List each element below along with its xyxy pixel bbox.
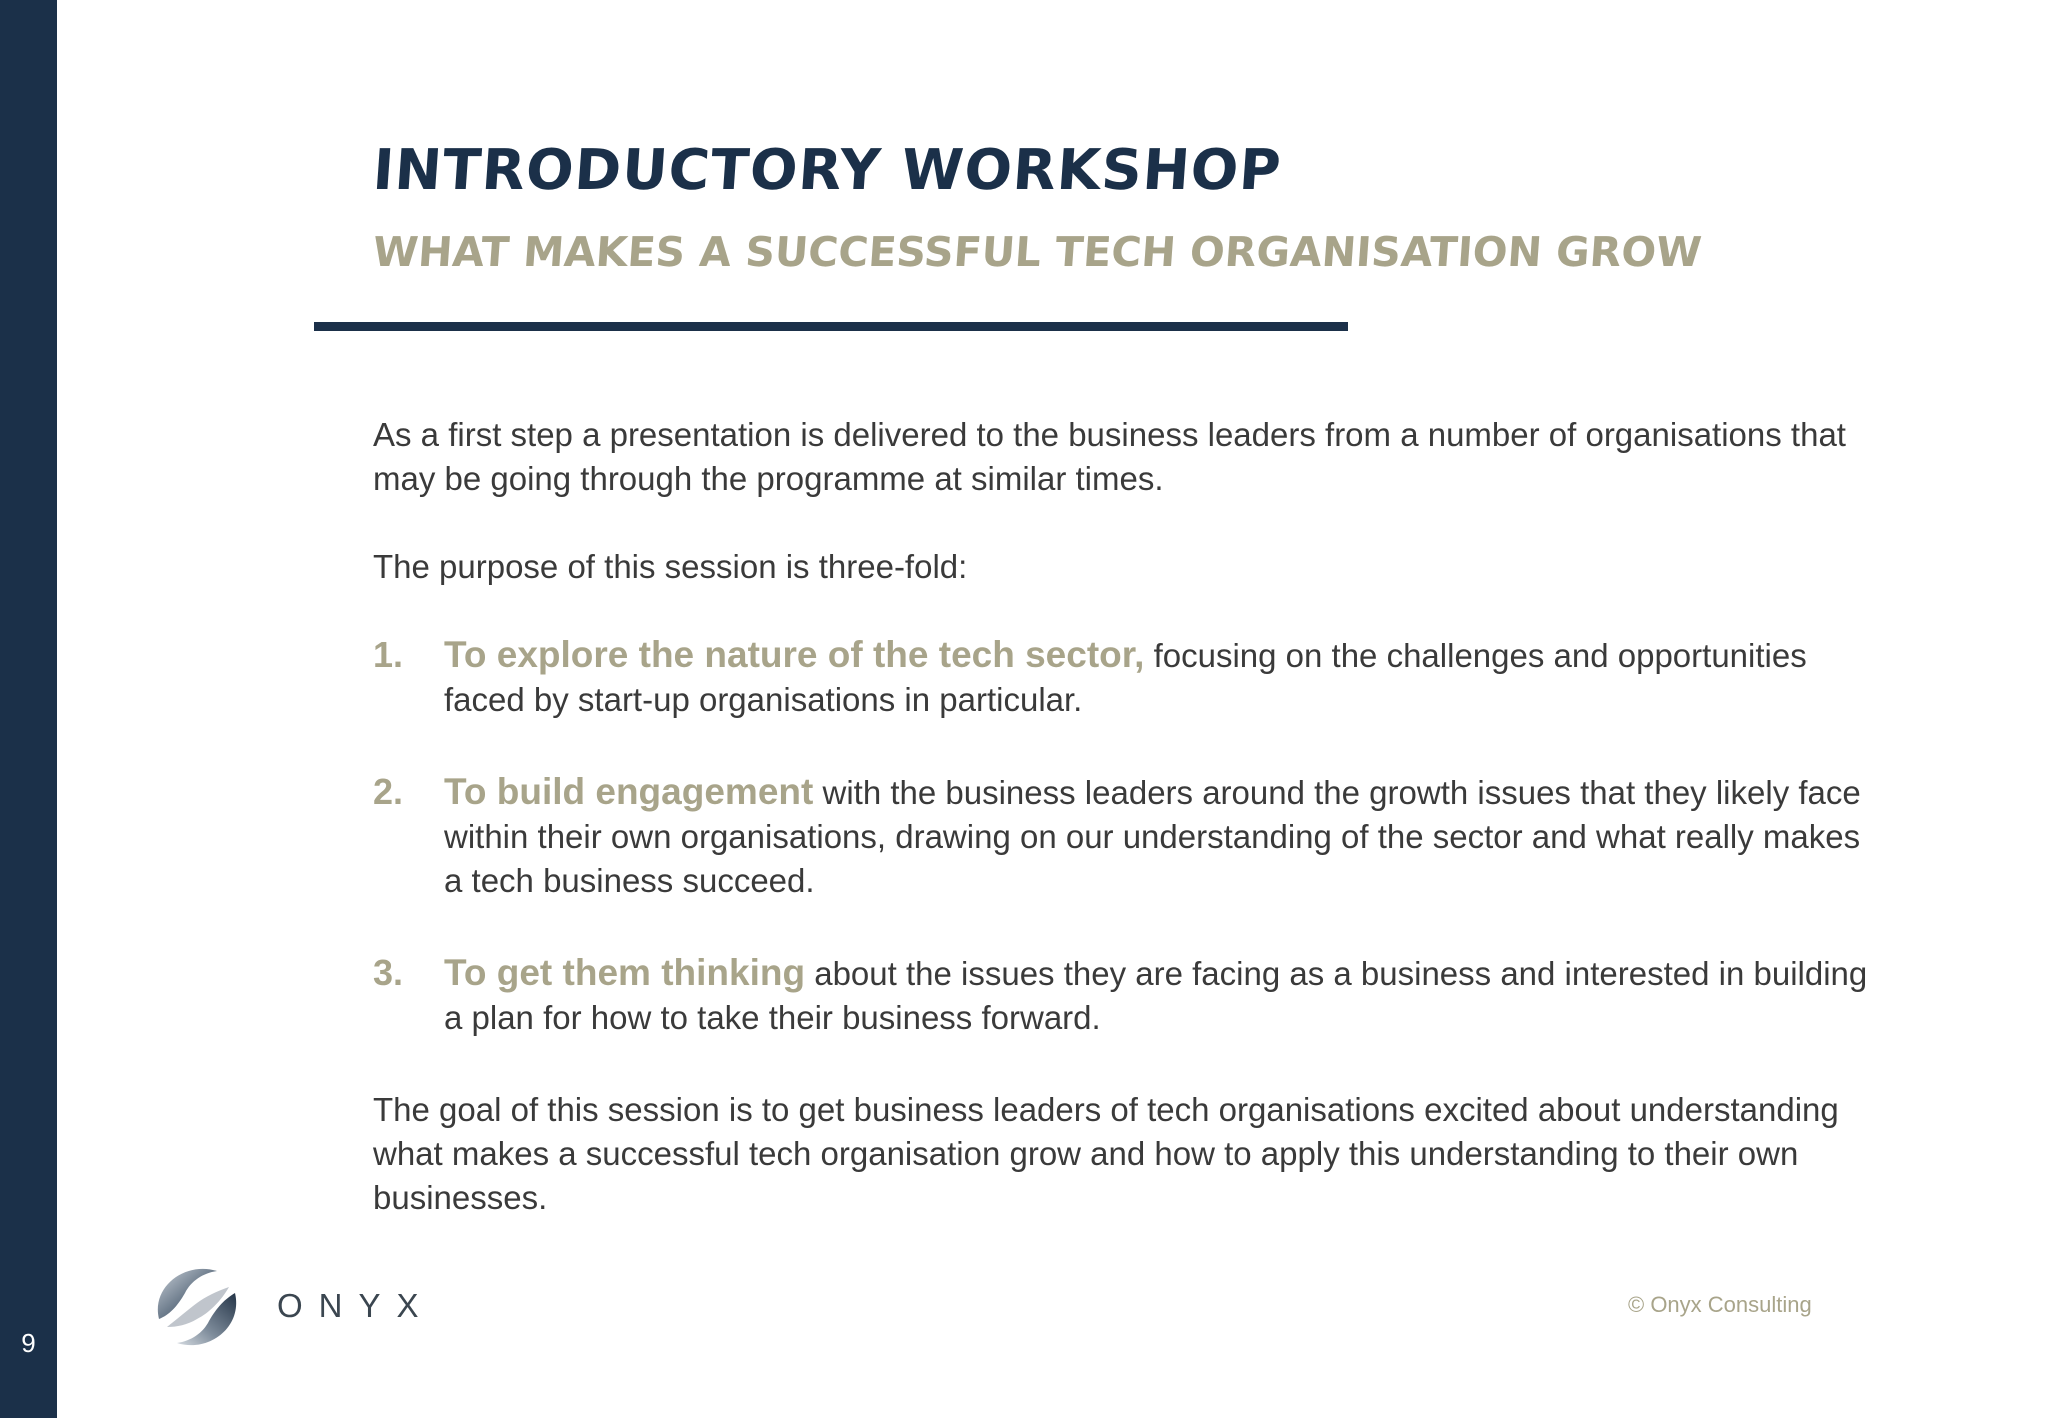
list-item-text: focusing on the challenges and opportunities faced by start-up organisations in particular. [444,637,1807,718]
list-number: 2. [373,771,404,812]
page-title: INTRODUCTORY WORKSHOP [370,138,1284,203]
copyright-notice: © Onyx Consulting [1628,1292,1812,1317]
sidebar-bar [0,0,57,1418]
page-subtitle: WHAT MAKES A SUCCESSFUL TECH ORGANISATION GROW [371,228,1704,276]
list-item-text: with the business leaders around the growth issues that they likely face within their own organisations, drawing on our understanding of the sector and what really makes a tech business succeed. [444,774,1861,899]
list-number: 3. [373,952,404,993]
purpose-paragraph: The purpose of this session is three-fold: [373,548,968,585]
onyx-logo-text: ONYX [277,1287,435,1324]
list-item [373,770,1883,903]
list-item-highlight: To get them thinking [444,952,806,993]
purpose-list [373,633,1883,1040]
onyx-logo [147,1257,437,1357]
list-item [373,633,1883,722]
list-item [373,951,1883,1040]
title-divider [314,322,1348,331]
intro-paragraph: As a first step a presentation is delivered to the business leaders from a number of organisations that may be going through the programme at similar times. [373,416,1846,497]
list-number: 1. [373,634,404,675]
list-item-highlight: To build engagement [444,771,814,812]
goal-paragraph: The goal of this session is to get business leaders of tech organisations excited about understanding what makes a successful tech organisation grow and how to apply this understanding to their own businesses. [373,1091,1839,1216]
page-number: 9 [21,1328,36,1358]
onyx-logo-icon [147,1257,247,1357]
list-item-highlight: To explore the nature of the tech sector, [444,634,1145,675]
list-item-text: about the issues they are facing as a business and interested in building a plan for how to take their business forward. [444,955,1868,1036]
main-content [373,413,1883,1220]
